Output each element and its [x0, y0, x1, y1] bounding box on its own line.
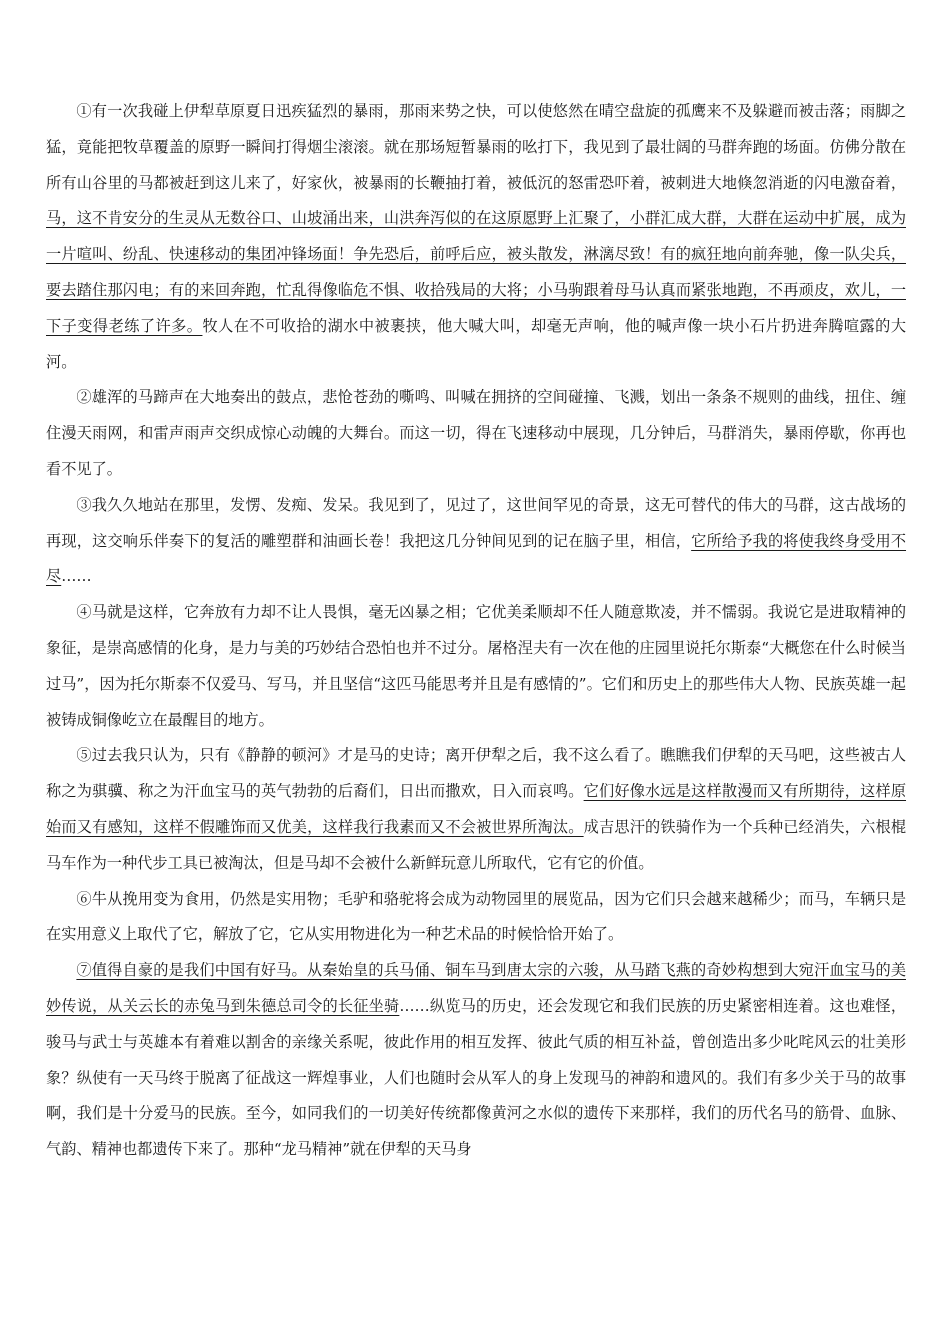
paragraph-5-text-a: ⑤过去我只认为，只有《静静的顿河》才是马的史诗；离开伊犁之后，我不这么看了。瞧瞧我们伊犁的天马吧，这些被古人称之为骐骥、称之为汗血宝马的英气勃勃的后裔们，日出而撒欢，日入而哀鸣。 — [46, 746, 906, 801]
paragraph-1-text-b: 牧人在不可收拾的湖水中被裹挟，他大喊大叫，却毫无声响，他的喊声像一块小石片扔进奔腾喧露的大河。 — [46, 316, 907, 371]
paragraph-3-text-a: ③我久久地站在那里，发愣、发痴、发呆。我见到了，见过了，这世间罕见的奇景，这无可替代的伟大的马群，这古战场的再现，这交响乐伴奏下的复活的雕塑群和油画长卷！我把这几分钟间见到的记在脑子里，相信， — [46, 495, 906, 550]
paragraph-5-text-b: 成吉思汗的铁骑作为一个兵种已经消失，六根棍马车作为一种代步工具已被淘汰，但是马却不会被什么新鲜玩意儿所取代，它有它的价值。 — [46, 817, 907, 872]
paragraph-2 — [46, 380, 906, 487]
paragraph-3 — [46, 488, 906, 595]
paragraph-1-text-a: ①有一次我碰上伊犁草原夏日迅疾猛烈的暴雨，那雨来势之快，可以使悠然在晴空盘旋的孤鹰来不及躲避而被击落；雨脚之猛，竟能把牧草覆盖的原野一瞬间打得烟尘滚滚。就在那场短暂暴雨的吆打下，我见到了最壮阔的马群奔跑的场面。仿佛分散在所有山谷里的马都被赶到这儿来了，好家伙，被暴雨的长鞭抽打着，被低沉的怒雷恐吓着，被刺进大地倏忽消逝的闪电激奋着， — [46, 102, 906, 192]
paragraph-6 — [46, 882, 906, 954]
paragraph-7 — [46, 953, 906, 1168]
paragraph-6-text: ⑥牛从挽用变为食用，仍然是实用物；毛驴和骆驼将会成为动物园里的展览品，因为它们只会越来越稀少；而马，车辆只是在实用意义上取代了它，解放了它，它从实用物进化为一种艺术品的时候恰恰开始了。 — [46, 889, 906, 944]
paragraph-5-underlined-text: 它们好像水远是这样散漫而又有所期待，这样原始而又有感知，这样不假雕饰而又优美，这样我行我素而又不会被世界所淘汰。 — [46, 782, 907, 836]
paragraph-7-underlined-text: ⑦值得自豪的是我们中国有好马。从秦始皇的兵马俑、铜车马到唐太宗的六骏，从马踏飞燕的奇妙构想到大宛汗血宝马的美妙传说，从关云长的赤兔马到朱德总司令的长征坐骑 — [46, 961, 906, 1015]
paragraph-2-text: ②雄浑的马蹄声在大地奏出的鼓点，悲怆苍劲的嘶鸣、叫喊在拥挤的空间碰撞、飞溅，划出一条条不规则的曲线，扭住、缠住漫天雨网，和雷声雨声交织成惊心动魄的大舞台。而这一切，得在飞速移动中展现，几分钟后，马群消失，暴雨停歇，你再也看不见了。 — [46, 388, 906, 478]
paragraph-4 — [46, 595, 906, 738]
paragraph-1-underlined-text: 马，这不肯安分的生灵从无数谷口、山坡涌出来，山洪奔泻似的在这原愿野上汇聚了，小群汇成大群，大群在运动中扩展，成为一片喧叫、纷乱、快速移动的集团冲锋场面！争先恐后，前呼后应，被头散发，淋漓尽致！有的疯狂地向前奔驰，像一队尖兵，要去踏住那闪电；有的来回奔跑，忙乱得像临危不惧、收拾残局的大将；小马驹跟着母马认真而紧张地跑，不再顽皮，欢儿，一下子变得老练了许多。 — [46, 209, 906, 335]
paragraph-7-text: ……纵览马的历史，还会发现它和我们民族的历史紧密相连着。这也难怪，骏马与武士与英雄本有着难以割舍的亲缘关系呢，彼此作用的相互发挥、彼此气质的相互补益，曾创造出多少叱咤风云的壮美形象？纵使有一天马终于脱离了征战这一辉煌事业，人们也随时会从军人的身上发现马的神韵和遗风的。我们有多少关于马的故事啊，我们是十分爱马的民族。至今，如同我们的一切美好传统都像黄河之水似的遗传下来那样，我们的历代名马的筋骨、血脉、气韵、精神也都遗传下来了。那种“龙马精神”就在伊犁的天马身 — [46, 996, 907, 1159]
paragraph-4-text: ④马就是这样，它奔放有力却不让人畏惧，毫无凶暴之相；它优美柔顺却不任人随意欺凌，并不懦弱。我说它是进取精神的象征，是崇高感情的化身，是力与美的巧妙结合恐怕也并不过分。屠格涅夫有一次在他的庄园里说托尔斯泰“大概您在什么时候当过马”，因为托尔斯泰不仅爱马、写马，并且坚信“这匹马能思考并且是有感情的”。它们和历史上的那些伟大人物、民族英雄一起被铸成铜像屹立在最醒目的地方。 — [46, 603, 906, 729]
paragraph-1 — [46, 94, 906, 380]
paragraph-5 — [46, 738, 906, 881]
paragraph-3-text-b: …… — [61, 567, 92, 586]
paragraph-3-underlined-text: 它所给予我的将使我终身受用不尽 — [46, 531, 907, 586]
